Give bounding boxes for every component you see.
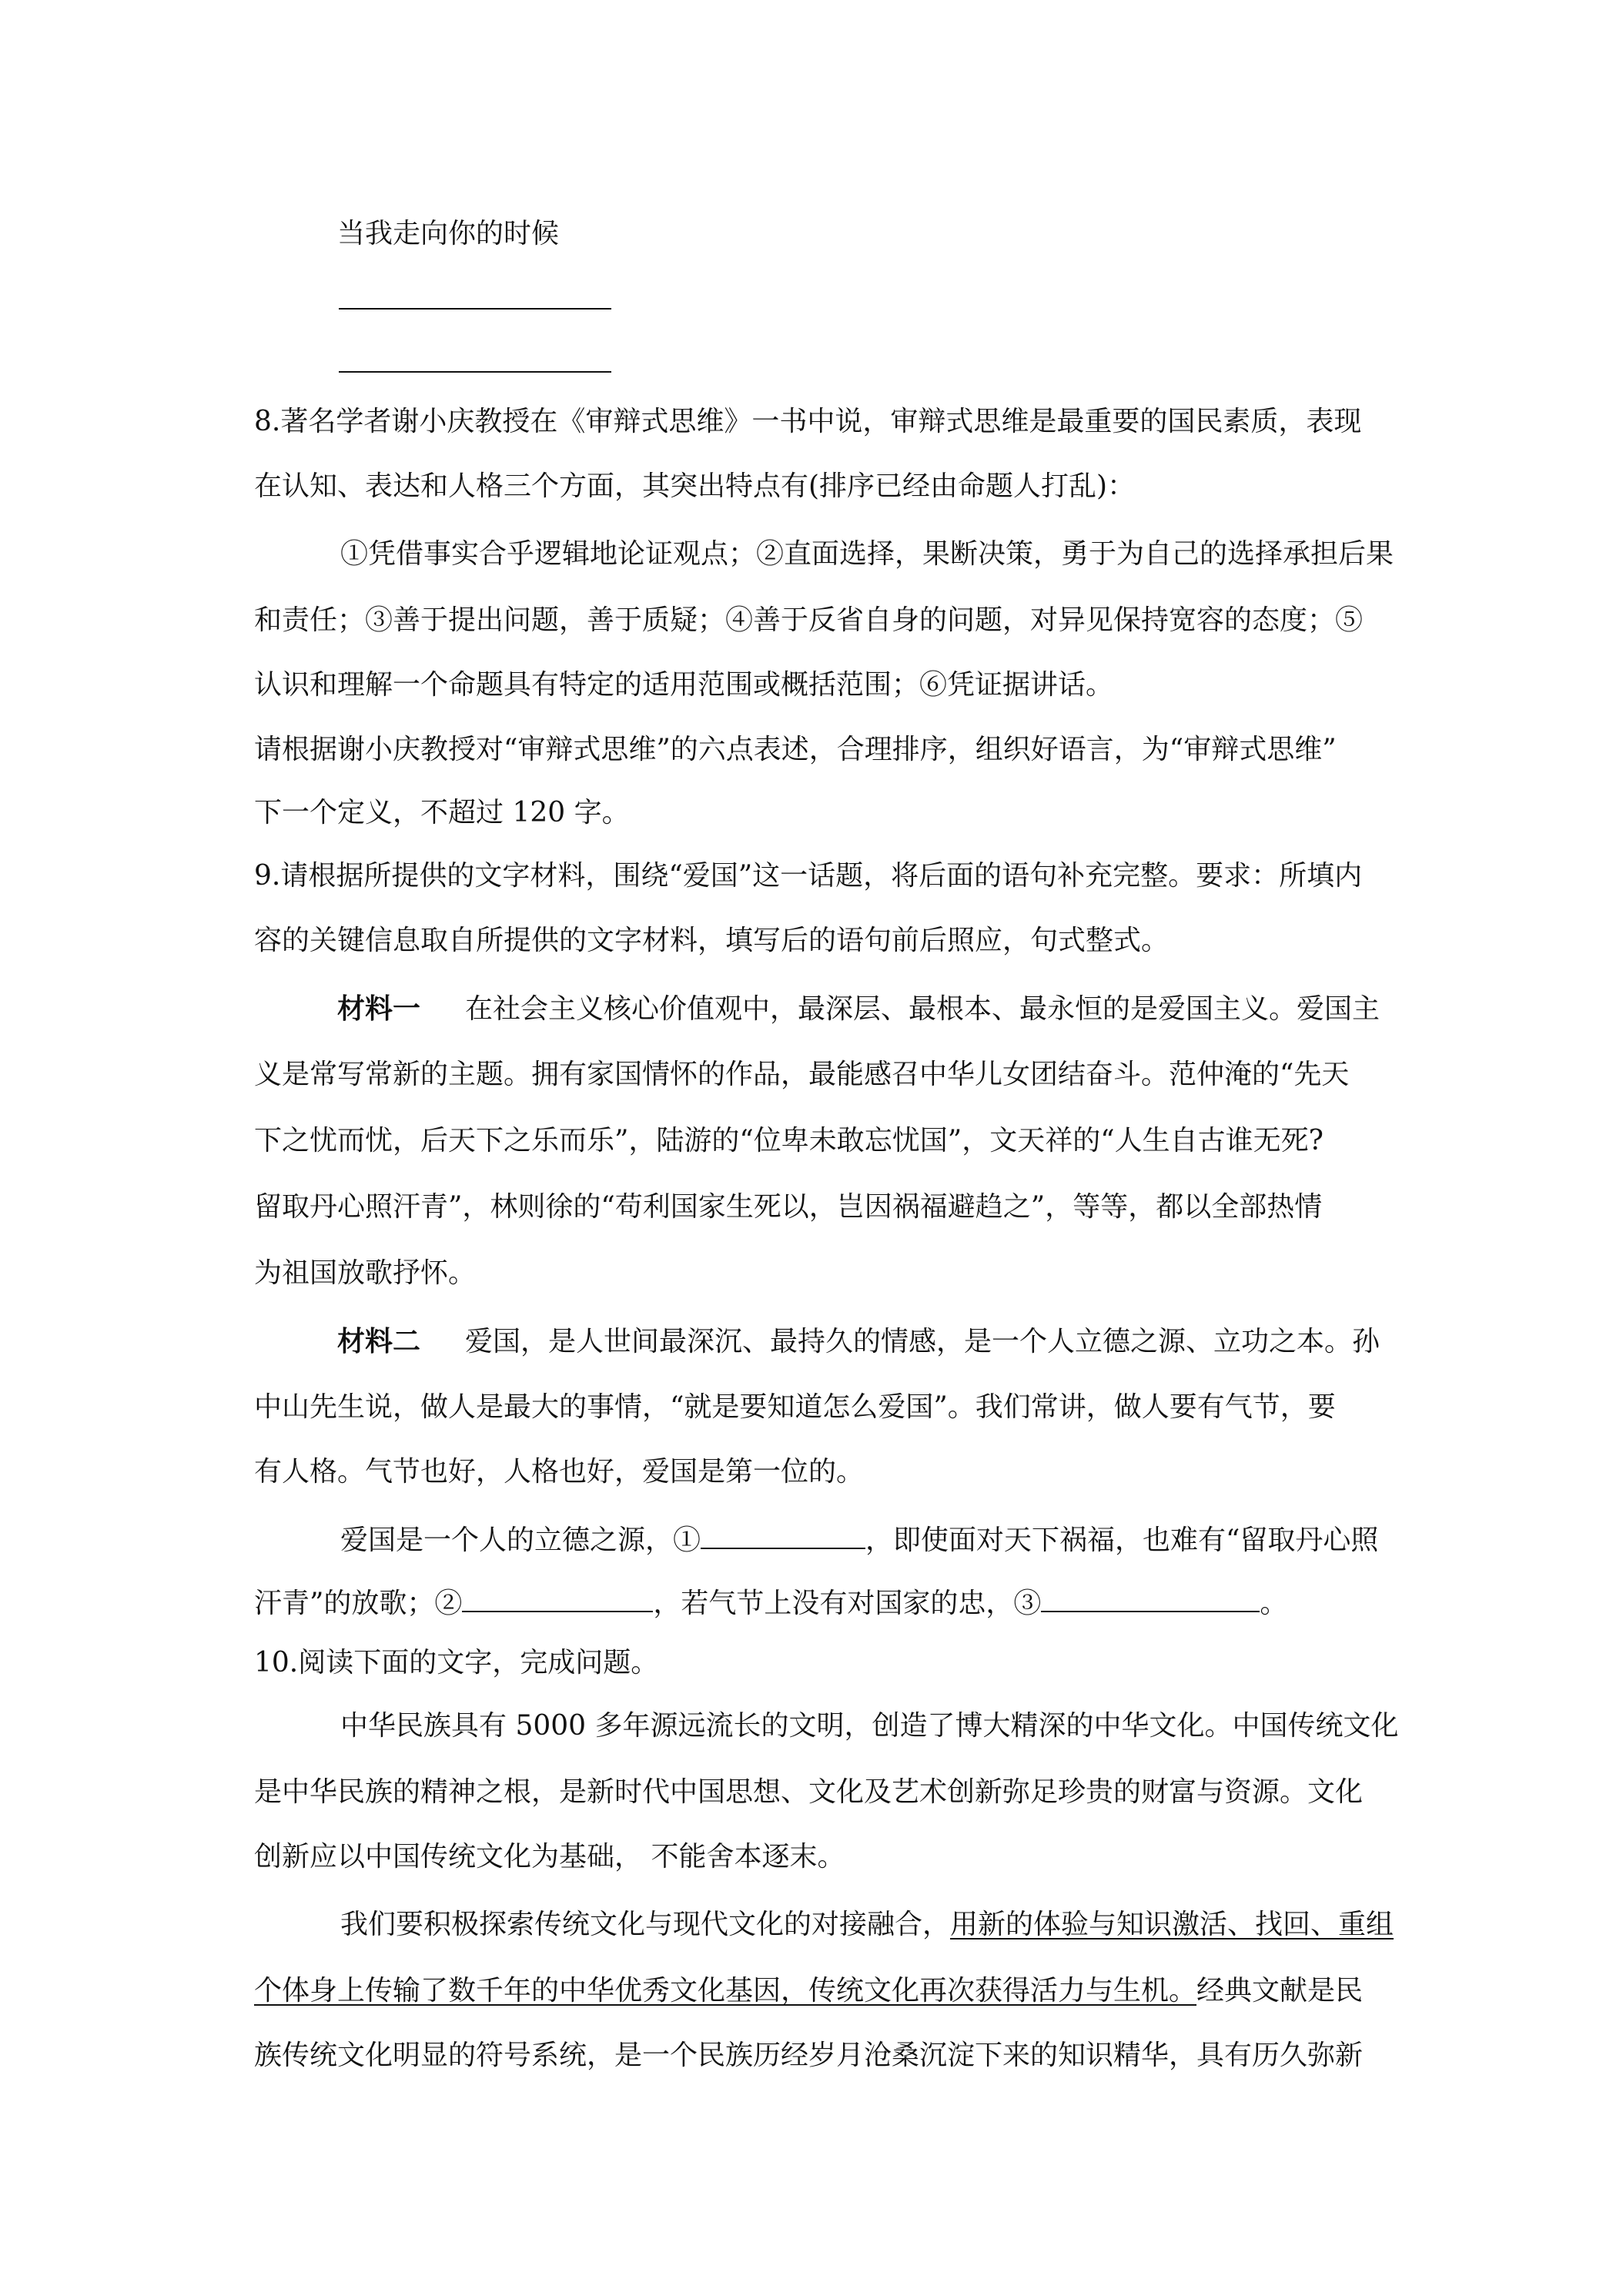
q9-material-2-line-1 bbox=[337, 1323, 1380, 1361]
q10-p2-line-1 bbox=[340, 1906, 1394, 1943]
q9-fill-line-1 bbox=[340, 1520, 1378, 1559]
p2-underlined-b: 个体身上传输了数千年的中华优秀文化基因，传统文化再次获得活力与生机。 bbox=[254, 1975, 1197, 2006]
q9-material-1-line-2: 义是常写常新的主题。拥有家国情怀的作品，最能感召中华儿女团结奋斗。范仲淹的“先天 bbox=[254, 1059, 1350, 1090]
q9-material-2-line-2: 中山先生说，做人是最大的事情，“就是要知道怎么爱国”。我们常讲，做人要有气节，要 bbox=[254, 1391, 1336, 1423]
fill-blank-1[interactable] bbox=[701, 1520, 865, 1549]
q10-p1-line-3: 创新应以中国传统文化为基础， 不能舍本逐末。 bbox=[254, 1841, 845, 1873]
fill-text-c: 汗青”的放歌；② bbox=[254, 1588, 463, 1619]
q9-material-2-line-3: 有人格。气节也好，人格也好，爱国是第一位的。 bbox=[254, 1456, 865, 1488]
p2-text-b: 经典文献是民 bbox=[1196, 1975, 1364, 2006]
material-2-text: 爱国，是人世间最深沉、最持久的情感，是一个人立德之源、立功之本。孙 bbox=[465, 1326, 1380, 1357]
q9-material-1-line-3: 下之忧而忧，后天下之乐而乐”，陆游的“位卑未敢忘忧国”，文天祥的“人生自古谁无死? bbox=[254, 1125, 1323, 1156]
q9-material-1-line-1 bbox=[337, 990, 1380, 1028]
material-1-label: 材料一 bbox=[337, 992, 421, 1025]
q8-list-line-2: 和责任；③善于提出问题，善于质疑；④善于反省自身的问题，对异见保持宽容的态度；⑤ bbox=[254, 604, 1364, 636]
p2-text-a: 我们要积极探索传统文化与现代文化的对接融合， bbox=[340, 1909, 951, 1940]
fill-text-d: ，若气节上没有对国家的忠，③ bbox=[653, 1588, 1042, 1619]
q9-stem-line-1: 9.请根据所提供的文字材料，围绕“爱国”这一话题，将后面的语句补充完整。要求：所填内 bbox=[254, 860, 1363, 892]
fill-text-b: ，即使面对天下祸福，也难有“留取丹心照 bbox=[865, 1525, 1379, 1556]
poem-line: 当我走向你的时候 bbox=[337, 218, 560, 249]
q8-list-line-1: ①凭借事实合乎逻辑地论证观点；②直面选择，果断决策，勇于为自己的选择承担后果 bbox=[340, 538, 1394, 570]
q8-list-line-3: 认识和理解一个命题具有特定的适用范围或概括范围；⑥凭证据讲话。 bbox=[254, 669, 1114, 701]
q10-stem: 10.阅读下面的文字，完成问题。 bbox=[254, 1647, 659, 1678]
q9-fill-line-2 bbox=[254, 1583, 1287, 1622]
q8-stem-line-1: 8.著名学者谢小庆教授在《审辩式思维》一书中说，审辩式思维是最重要的国民素质，表现 bbox=[254, 406, 1362, 437]
material-1-text: 在社会主义核心价值观中，最深层、最根本、最永恒的是爱国主义。爱国主 bbox=[465, 993, 1380, 1025]
q10-p1-line-1: 中华民族具有 5000 多年源远流长的文明，创造了博大精深的中华文化。中国传统文化 bbox=[340, 1710, 1399, 1742]
fill-text-e: 。 bbox=[1260, 1588, 1288, 1619]
answer-line-1[interactable] bbox=[339, 308, 611, 310]
q10-p2-line-2 bbox=[254, 1973, 1363, 2010]
q8-task-line-2: 下一个定义，不超过 120 字。 bbox=[254, 797, 630, 828]
q10-p2-line-3: 族传统文化明显的符号系统，是一个民族历经岁月沧桑沉淀下来的知识精华，具有历久弥新 bbox=[254, 2040, 1364, 2071]
q9-stem-line-2: 容的关键信息取自所提供的文字材料，填写后的语句前后照应，句式整式。 bbox=[254, 925, 1170, 956]
q8-stem-line-2: 在认知、表达和人格三个方面，其突出特点有(排序已经由命题人打乱)： bbox=[254, 470, 1136, 502]
q8-task-line-1: 请根据谢小庆教授对“审辩式思维”的六点表述，合理排序，组织好语言，为“审辩式思维” bbox=[254, 734, 1337, 765]
fill-blank-3[interactable] bbox=[1041, 1583, 1260, 1612]
answer-line-2[interactable] bbox=[339, 371, 611, 373]
q10-p1-line-2: 是中华民族的精神之根，是新时代中国思想、文化及艺术创新弥足珍贵的财富与资源。文化 bbox=[254, 1776, 1364, 1808]
q9-material-1-line-4: 留取丹心照汗青”，林则徐的“苟利国家生死以，岂因祸福避趋之”，等等，都以全部热情 bbox=[254, 1191, 1323, 1223]
fill-blank-2[interactable] bbox=[462, 1583, 653, 1612]
p2-underlined-a: 用新的体验与知识激活、找回、重组 bbox=[950, 1909, 1394, 1940]
fill-text-a: 爱国是一个人的立德之源，① bbox=[340, 1525, 701, 1556]
q9-material-1-line-5: 为祖国放歌抒怀。 bbox=[254, 1257, 477, 1289]
material-2-label: 材料二 bbox=[337, 1325, 421, 1357]
